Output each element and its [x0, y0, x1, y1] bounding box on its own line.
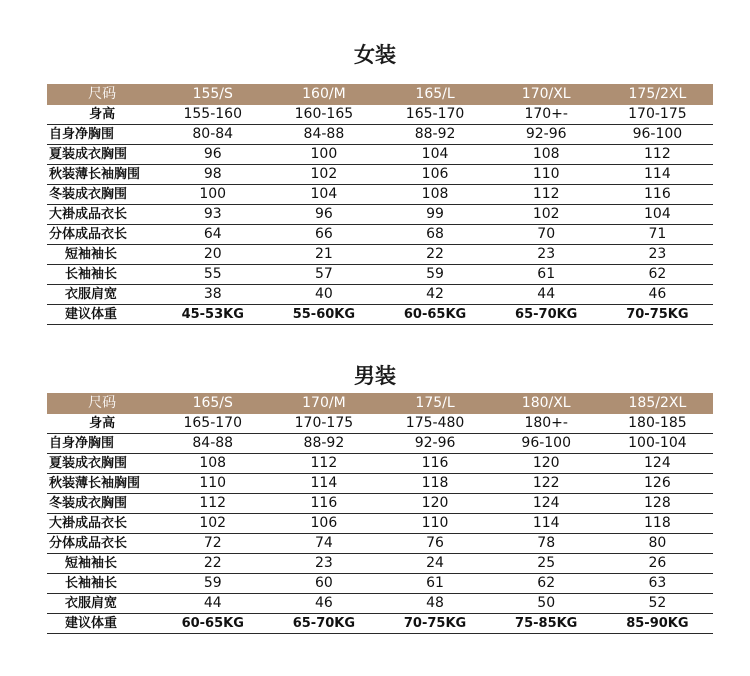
table-cell: 120 [379, 494, 490, 514]
table-cell: 23 [268, 554, 379, 574]
table-cell: 59 [379, 265, 490, 285]
table-cell: 59 [157, 574, 268, 594]
men-size-table [47, 393, 713, 634]
size-header-cell: 175/L [379, 393, 490, 414]
row-label: 冬装成衣胸围 [47, 494, 157, 514]
table-cell: 170+- [491, 105, 602, 125]
table-cell: 65-70KG [491, 305, 602, 325]
table-cell: 100 [268, 145, 379, 165]
table-row [47, 494, 713, 514]
table-cell: 84-88 [268, 125, 379, 145]
table-cell: 116 [379, 454, 490, 474]
table-cell: 124 [491, 494, 602, 514]
table-cell: 120 [491, 454, 602, 474]
table-cell: 93 [157, 205, 268, 225]
table-cell: 112 [491, 185, 602, 205]
row-label: 夏装成衣胸围 [47, 145, 157, 165]
size-header-cell: 165/S [157, 393, 268, 414]
table-cell: 57 [268, 265, 379, 285]
table-cell: 96 [157, 145, 268, 165]
table-cell: 70-75KG [379, 614, 490, 634]
table-cell: 76 [379, 534, 490, 554]
table-row [47, 125, 713, 145]
table-cell: 108 [157, 454, 268, 474]
size-header-cell: 170/XL [491, 84, 602, 105]
row-label: 衣服肩宽 [47, 594, 157, 614]
table-row [47, 454, 713, 474]
row-label: 秋装薄长袖胸围 [47, 474, 157, 494]
table-cell: 70-75KG [602, 305, 713, 325]
table-row [47, 474, 713, 494]
size-header-cell: 185/2XL [602, 393, 713, 414]
row-label: 秋装薄长袖胸围 [47, 165, 157, 185]
table-cell: 70 [491, 225, 602, 245]
row-label: 身高 [47, 414, 157, 434]
table-cell: 38 [157, 285, 268, 305]
header-row [47, 84, 713, 105]
table-cell: 23 [602, 245, 713, 265]
table-cell: 80 [602, 534, 713, 554]
table-row [47, 285, 713, 305]
table-cell: 68 [379, 225, 490, 245]
table-row [47, 245, 713, 265]
table-cell: 44 [157, 594, 268, 614]
size-header-cell: 170/M [268, 393, 379, 414]
table-cell: 124 [602, 454, 713, 474]
table-cell: 110 [379, 514, 490, 534]
table-cell: 98 [157, 165, 268, 185]
table-cell: 48 [379, 594, 490, 614]
table-row [47, 574, 713, 594]
table-cell: 102 [491, 205, 602, 225]
row-label: 分体成品衣长 [47, 534, 157, 554]
table-cell: 170-175 [602, 105, 713, 125]
table-cell: 78 [491, 534, 602, 554]
table-cell: 64 [157, 225, 268, 245]
table-cell: 60-65KG [157, 614, 268, 634]
table-cell: 74 [268, 534, 379, 554]
table-row [47, 514, 713, 534]
size-header-cell: 180/XL [491, 393, 602, 414]
table-cell: 62 [602, 265, 713, 285]
table-cell: 65-70KG [268, 614, 379, 634]
table-cell: 116 [602, 185, 713, 205]
table-row [47, 414, 713, 434]
table-row [47, 185, 713, 205]
table-cell: 42 [379, 285, 490, 305]
table-cell: 88-92 [379, 125, 490, 145]
table-cell: 155-160 [157, 105, 268, 125]
table-cell: 175-480 [379, 414, 490, 434]
table-row [47, 105, 713, 125]
table-cell: 112 [602, 145, 713, 165]
table-row [47, 614, 713, 634]
table-cell: 61 [491, 265, 602, 285]
table-cell: 114 [602, 165, 713, 185]
table-cell: 102 [268, 165, 379, 185]
table-row [47, 145, 713, 165]
table-cell: 104 [268, 185, 379, 205]
table-cell: 60 [268, 574, 379, 594]
table-cell: 26 [602, 554, 713, 574]
table-row [47, 265, 713, 285]
row-label: 自身净胸围 [47, 125, 157, 145]
table-cell: 52 [602, 594, 713, 614]
row-label: 身高 [47, 105, 157, 125]
table-cell: 60-65KG [379, 305, 490, 325]
table-cell: 72 [157, 534, 268, 554]
table-cell: 114 [491, 514, 602, 534]
row-label: 短袖袖长 [47, 554, 157, 574]
row-label: 大褂成品衣长 [47, 514, 157, 534]
table-cell: 106 [379, 165, 490, 185]
row-label: 建议体重 [47, 614, 157, 634]
table-cell: 122 [491, 474, 602, 494]
table-row [47, 305, 713, 325]
table-cell: 84-88 [157, 434, 268, 454]
table-cell: 112 [157, 494, 268, 514]
table-cell: 165-170 [379, 105, 490, 125]
table-cell: 61 [379, 574, 490, 594]
table-cell: 25 [491, 554, 602, 574]
table-cell: 99 [379, 205, 490, 225]
table-row [47, 594, 713, 614]
row-label: 自身净胸围 [47, 434, 157, 454]
table-cell: 100 [157, 185, 268, 205]
table-cell: 104 [602, 205, 713, 225]
row-label: 长袖袖长 [47, 265, 157, 285]
table-cell: 22 [379, 245, 490, 265]
table-row [47, 225, 713, 245]
table-cell: 96-100 [491, 434, 602, 454]
table-cell: 92-96 [491, 125, 602, 145]
table-row [47, 434, 713, 454]
table-cell: 102 [157, 514, 268, 534]
table-row [47, 165, 713, 185]
women-section-title: 女装 [354, 43, 396, 67]
table-cell: 116 [268, 494, 379, 514]
table-cell: 96 [268, 205, 379, 225]
table-cell: 110 [491, 165, 602, 185]
size-column-header: 尺码 [47, 84, 157, 105]
table-cell: 20 [157, 245, 268, 265]
table-cell: 63 [602, 574, 713, 594]
size-header-cell: 160/M [268, 84, 379, 105]
table-cell: 80-84 [157, 125, 268, 145]
table-cell: 160-165 [268, 105, 379, 125]
table-cell: 46 [602, 285, 713, 305]
table-cell: 75-85KG [491, 614, 602, 634]
table-cell: 114 [268, 474, 379, 494]
row-label: 长袖袖长 [47, 574, 157, 594]
table-cell: 23 [491, 245, 602, 265]
table-cell: 44 [491, 285, 602, 305]
table-cell: 96-100 [602, 125, 713, 145]
table-row [47, 534, 713, 554]
table-cell: 85-90KG [602, 614, 713, 634]
table-cell: 66 [268, 225, 379, 245]
table-cell: 50 [491, 594, 602, 614]
table-cell: 126 [602, 474, 713, 494]
table-cell: 45-53KG [157, 305, 268, 325]
row-label: 冬装成衣胸围 [47, 185, 157, 205]
table-cell: 118 [379, 474, 490, 494]
row-label: 分体成品衣长 [47, 225, 157, 245]
table-cell: 104 [379, 145, 490, 165]
table-cell: 46 [268, 594, 379, 614]
header-row [47, 393, 713, 414]
table-row [47, 205, 713, 225]
table-cell: 40 [268, 285, 379, 305]
table-cell: 118 [602, 514, 713, 534]
women-size-table [47, 84, 713, 325]
size-column-header: 尺码 [47, 393, 157, 414]
row-label: 建议体重 [47, 305, 157, 325]
table-cell: 110 [157, 474, 268, 494]
table-cell: 62 [491, 574, 602, 594]
table-cell: 92-96 [379, 434, 490, 454]
table-cell: 24 [379, 554, 490, 574]
table-cell: 180-185 [602, 414, 713, 434]
table-cell: 55 [157, 265, 268, 285]
size-header-cell: 165/L [379, 84, 490, 105]
size-header-cell: 155/S [157, 84, 268, 105]
table-cell: 100-104 [602, 434, 713, 454]
table-cell: 88-92 [268, 434, 379, 454]
size-header-cell: 175/2XL [602, 84, 713, 105]
table-cell: 128 [602, 494, 713, 514]
row-label: 短袖袖长 [47, 245, 157, 265]
table-cell: 21 [268, 245, 379, 265]
row-label: 夏装成衣胸围 [47, 454, 157, 474]
table-cell: 108 [491, 145, 602, 165]
table-cell: 108 [379, 185, 490, 205]
table-cell: 165-170 [157, 414, 268, 434]
table-cell: 22 [157, 554, 268, 574]
men-section-title: 男装 [354, 364, 396, 388]
table-cell: 112 [268, 454, 379, 474]
row-label: 衣服肩宽 [47, 285, 157, 305]
table-cell: 55-60KG [268, 305, 379, 325]
table-row [47, 554, 713, 574]
table-cell: 71 [602, 225, 713, 245]
table-cell: 170-175 [268, 414, 379, 434]
row-label: 大褂成品衣长 [47, 205, 157, 225]
table-cell: 180+- [491, 414, 602, 434]
table-cell: 106 [268, 514, 379, 534]
